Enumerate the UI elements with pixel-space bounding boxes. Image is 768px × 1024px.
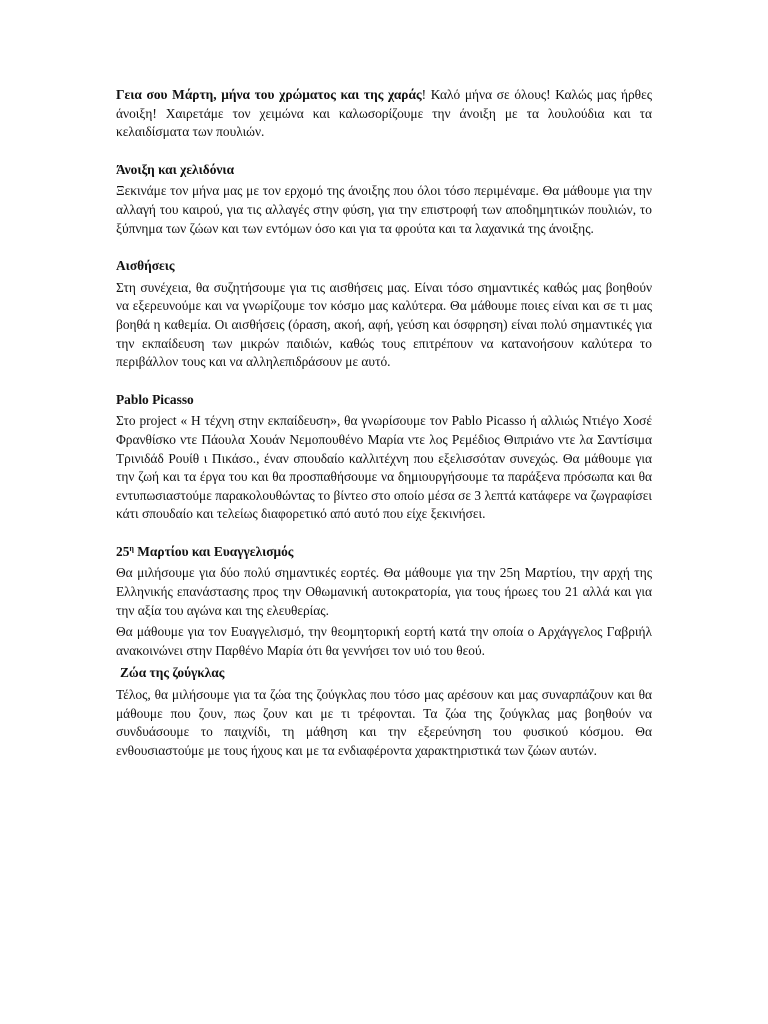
section-body-march-25: Θα μιλήσουμε για δύο πολύ σημαντικές εορτές. Θα μάθουμε για την 25η Μαρτίου, την αρχή της Ελληνικής επανάστασης προς την Οθωμανική αυτοκρατορία, για τους ήρωες του 21 αλλά και για την αξία του αγώνα και της ελευθερίας. (116, 565, 652, 618)
intro-lead: Γεια σου Μάρτη, μήνα του χρώματος και της χαράς (116, 87, 422, 102)
intro-text: Καλό μήνα σε όλους! Καλώς μας ήρθες άνοιξη! Χαιρετάμε τον χειμώνα και καλωσορίζουμε την άνοιξη με τα λουλούδια και τα κελαιδίσματα των πουλιών. (116, 87, 652, 140)
section-senses (116, 257, 652, 372)
section-spring (116, 161, 652, 238)
heading-text: Μαρτίου και Ευαγγελισμός (133, 543, 294, 559)
section-body-picasso: Στο project « Η τέχνη στην εκπαίδευση», θα γνωρίσουμε τον Pablo Picasso ή αλλιώς Ντιέγο Χοσέ Φρανθίσκο ντε Πάουλα Χουάν Νεμοπουθένο Μαρία ντε λος Ρεμέδιος Θιπριάνο ντε λα Σαντίσιμα Τρινιδάδ Ρουίθ ι Πικάσο., έναν σπουδαίο καλλιτέχνη που εξελισσόταν συνεχώς. Θα μάθουμε για την ζωή και τα έργα του και θα προσπαθήσουμε να δημιουργήσουμε τα παράξενα πρόσωπα και θα εντυπωσιαστούμε παρακολουθώντας το βίντεο στο οποίο μέσα σε 3 λεπτά κατάφερε να ζωγραφίσει κάτι σπουδαίο και τελείως διαφορετικό από αυτό που είχε ξεκινήσει. (116, 413, 652, 522)
heading-day-number: 25 (116, 543, 130, 559)
section-heading-senses: Αισθήσεις (116, 258, 175, 274)
section-jungle (116, 664, 652, 760)
section-march-25 (116, 543, 652, 661)
document-page (116, 86, 652, 779)
section-body-jungle: Τέλος, θα μιλήσουμε για τα ζώα της ζούγκλας που τόσο μας αρέσουν και μας συναρπάζουν και θα μάθουμε που ζουν, πως ζουν και με τι τρέφονται. Τα ζώα της ζούγκλας μας βοηθούν να συνδυάσουμε το παιχνίδι, τη μάθηση και την εξερεύνηση του φυσικού κόσμου. Θα ενθουσιαστούμε με τους ήχους και με τα ενδιαφέροντα χαρακτηριστικά των ζώων αυτών. (116, 687, 652, 758)
section-heading-spring: Άνοιξη και χελιδόνια (116, 161, 235, 177)
section-heading-march-25 (116, 543, 652, 562)
section-picasso (116, 391, 652, 524)
section-heading-jungle: Ζώα της ζούγκλας (120, 665, 225, 681)
section-heading-picasso: Pablo Picasso (116, 391, 194, 407)
heading-ordinal-suffix: η (129, 543, 134, 553)
section-body-senses: Στη συνέχεια, θα συζητήσουμε για τις αισθήσεις μας. Είναι τόσο σημαντικές καθώς μας βοηθούν να εξερευνούμε και να γνωρίζουμε τον κόσμο μας καλύτερα. Θα μάθουμε ποιες είναι και σε τι μας βοηθά η καθεμία. Οι αισθήσεις (όραση, ακοή, αφή, γεύση και όσφρηση) είναι πολύ σημαντικές για την εκπαίδευση των μικρών παιδιών, καθώς τους επιτρέπουν να κατανοήσουν καλύτερα το περιβάλλον τους και να αλληλεπιδράσουν με αυτό. (116, 279, 652, 370)
section-body-spring: Ξεκινάμε τον μήνα μας με τον ερχομό της άνοιξης που όλοι τόσο περιμέναμε. Θα μάθουμε για την αλλαγή του καιρού, για τις αλλαγές στην φύση, για την επιστροφή των αποδημητικών πουλιών, το ξύπνημα των ζώων και των εντόμων όσο και για τα φρούτα και τα λαχανικά της άνοιξης. (116, 183, 652, 236)
intro-paragraph (116, 86, 652, 142)
intro-lead-mark: ! (421, 87, 427, 102)
section-body-annunciation: Θα μάθουμε για τον Ευαγγελισμό, την θεομητορική εορτή κατά την οποία ο Αρχάγγελος Γαβριήλ ανακοινώνει στην Παρθένο Μαρία ότι θα γεννήσει τον υιό του θεού. (116, 624, 652, 658)
